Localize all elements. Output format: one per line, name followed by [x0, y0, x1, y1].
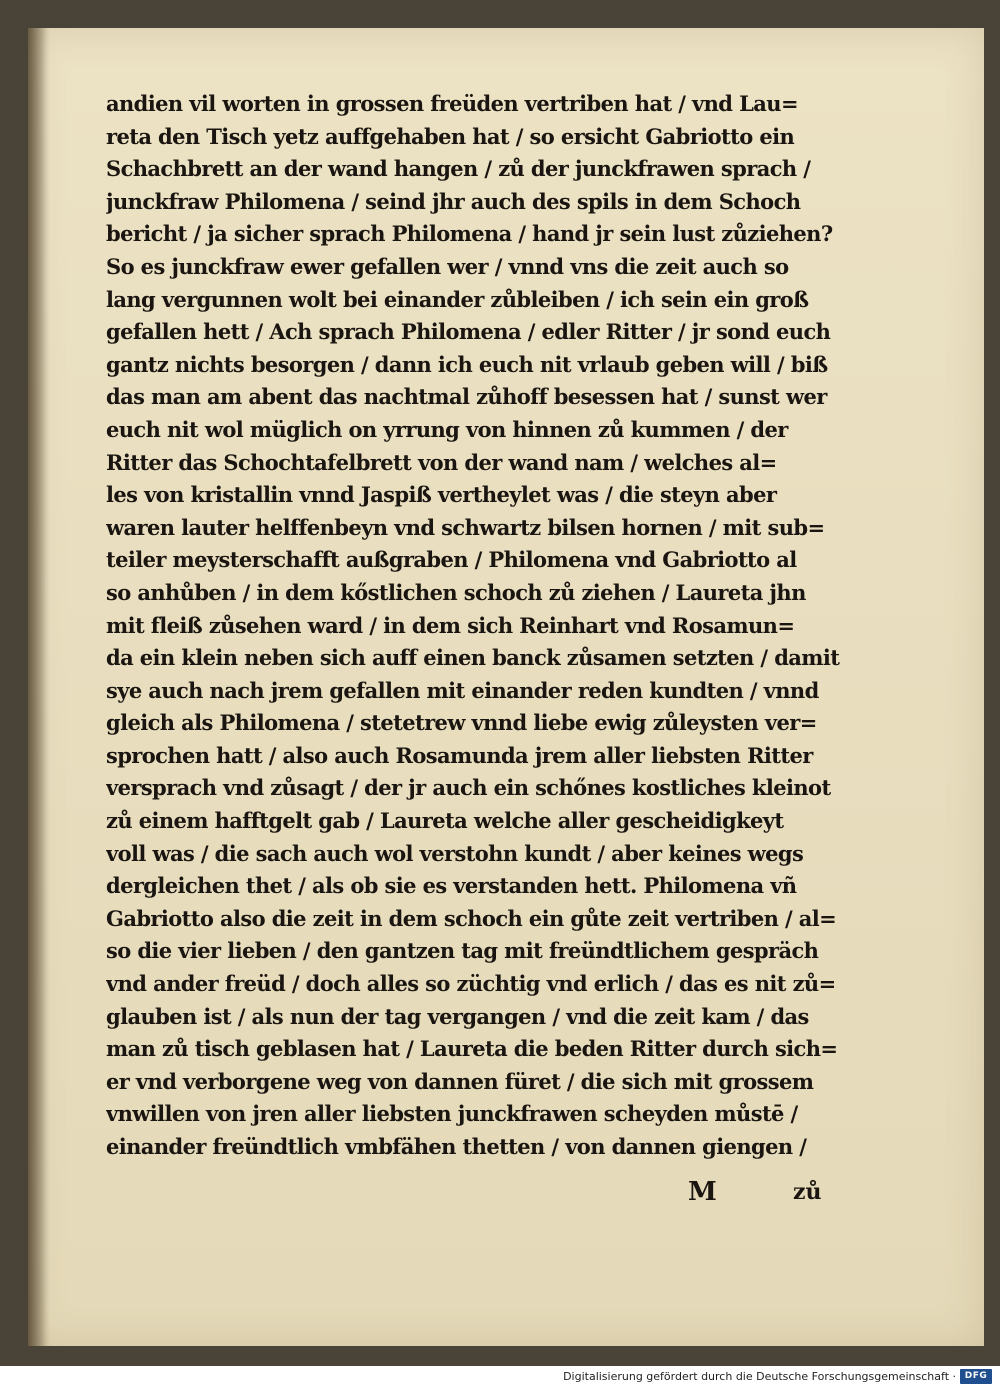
text-line: so anhůben / in dem kőstlichen schoch zů ziehen / Laureta jhn [106, 579, 806, 605]
text-line: teiler meysterschafft außgraben / Philomena vnd Gabriotto al [106, 547, 797, 573]
text-line: versprach vnd zůsagt / der jr auch ein schőnes kostliches kleinot [106, 775, 831, 801]
text-line: Schachbrett an der wand hangen / zů der junckfrawen sprach / [106, 156, 811, 182]
text-line: vnwillen von jren aller liebsten junckfrawen scheyden můstē / [106, 1101, 798, 1127]
page-foot [28, 1174, 984, 1210]
catchword: zů [793, 1179, 822, 1205]
text-line: da ein klein neben sich auff einen banck zůsamen setzten / damit [106, 645, 840, 671]
book-page [28, 28, 984, 1346]
funding-credit: Digitalisierung gefördert durch die Deutsche Forschungsgemeinschaft · [563, 1370, 956, 1383]
body-text [106, 88, 886, 1164]
signature-mark: M [688, 1177, 717, 1207]
text-line: vnd ander freüd / doch alles so züchtig vnd erlich / das es nit zů= [106, 971, 836, 997]
text-line: andien vil worten in grossen freüden vertriben hat / vnd Lau= [106, 91, 798, 116]
text-line: lang vergunnen wolt bei einander zůbleiben / ich sein ein groß [106, 286, 809, 312]
text-line: glauben ist / als nun der tag vergangen / vnd die zeit kam / das [106, 1003, 809, 1029]
text-line: gleich als Philomena / stetetrew vnnd liebe ewig zůleysten ver= [106, 710, 817, 736]
gutter-shadow [28, 28, 50, 1346]
text-line: man zů tisch geblasen hat / Laureta die beden Ritter durch sich= [106, 1036, 838, 1062]
text-line: reta den Tisch yetz auffgehaben hat / so ersicht Gabriotto ein [106, 123, 795, 149]
dfg-logo-icon: DFG [960, 1369, 992, 1384]
text-line: junckfraw Philomena / seind jhr auch des spils in dem Schoch [106, 188, 801, 214]
text-line: das man am abent das nachtmal zůhoff besessen hat / sunst wer [106, 384, 827, 410]
text-line: so die vier lieben / den gantzen tag mit freündtlichem gespräch [106, 938, 819, 964]
text-line: euch nit wol müglich on yrrung von hinnen zů kummen / der [106, 416, 788, 442]
text-line: gantz nichts besorgen / dann ich euch nit vrlaub geben will / biß [106, 351, 828, 377]
text-line: dergleichen thet / als ob sie es verstanden hett. Philomena vñ [106, 873, 797, 899]
text-line: Gabriotto also die zeit in dem schoch ein gůte zeit vertriben / al= [106, 905, 837, 931]
text-line: sprochen hatt / also auch Rosamunda jrem aller liebsten Ritter [106, 742, 813, 768]
text-line: bericht / ja sicher sprach Philomena / hand jr sein lust zůziehen? [106, 221, 833, 247]
footer-bar [0, 1366, 1000, 1388]
text-line: les von kristallin vnnd Jaspiß vertheylet was / die steyn aber [106, 482, 777, 508]
text-line: sye auch nach jrem gefallen mit einander reden kundten / vnnd [106, 677, 819, 703]
text-line: einander freündtlich vmbfähen thetten / von dannen giengen / [106, 1134, 807, 1159]
text-line: mit fleiß zůsehen ward / in dem sich Reinhart vnd Rosamun= [106, 612, 795, 638]
text-line: waren lauter helffenbeyn vnd schwartz bilsen hornen / mit sub= [106, 514, 825, 540]
text-line: er vnd verborgene weg von dannen füret / die sich mit grossem [106, 1068, 814, 1094]
text-line: zů einem hafftgelt gab / Laureta welche aller gescheidigkeyt [106, 808, 784, 834]
text-line: voll was / die sach auch wol verstohn kundt / aber keines wegs [106, 840, 804, 866]
text-line: Ritter das Schochtafelbrett von der wand nam / welches al= [106, 449, 777, 475]
text-line: gefallen hett / Ach sprach Philomena / edler Ritter / jr sond euch [106, 319, 831, 345]
text-line: So es junckfraw ewer gefallen wer / vnnd vns die zeit auch so [106, 253, 789, 279]
